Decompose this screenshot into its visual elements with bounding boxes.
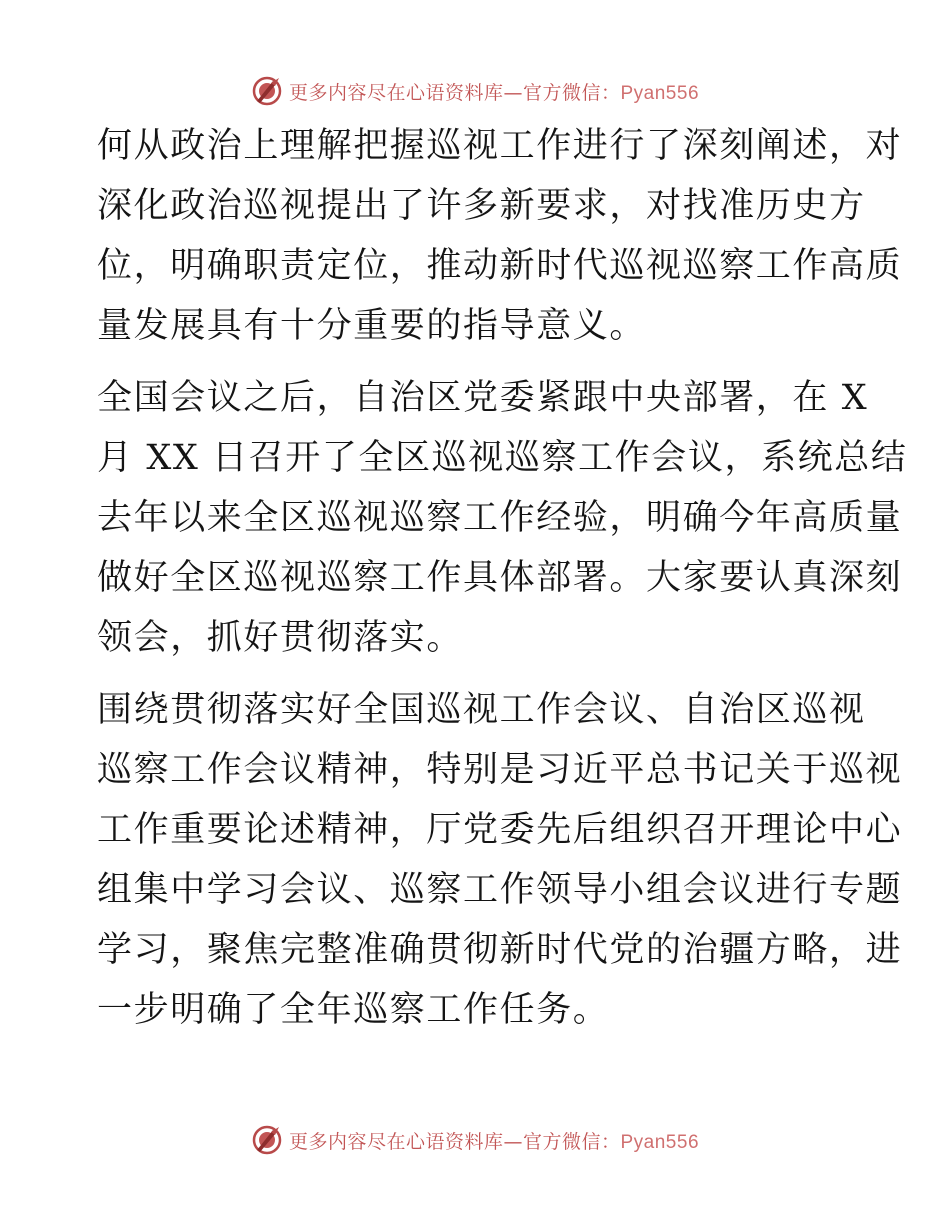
quill-seal-logo-icon [251,1124,283,1156]
watermark-wechat-label: 官方微信： [522,81,621,104]
text-line: 月 XX 日召开了全区巡视巡察工作会议，系统总结 [97,438,908,478]
text-line: 全国会议之后，自治区党委紧跟中央部署，在 X [97,378,869,418]
watermark-main-text: 更多内容尽在心语资料库 [288,1130,504,1153]
text-line: 做好全区巡视巡察工作具体部署。大家要认真深刻 [97,558,903,598]
text-line: 一步明确了全年巡察工作任务。 [97,990,610,1030]
header-watermark [0,71,950,111]
watermark-text [289,1127,699,1154]
watermark-wechat-id: Pyan556 [620,82,700,104]
watermark-separator: — [503,81,523,104]
watermark-wechat-label: 官方微信： [522,1130,621,1153]
text-line: 深化政治巡视提出了许多新要求，对找准历史方 [97,186,866,226]
text-line: 工作重要论述精神，厅党委先后组织召开理论中心 [97,810,903,850]
watermark-main-text: 更多内容尽在心语资料库 [288,81,504,104]
text-line: 量发展具有十分重要的指导意义。 [97,306,647,346]
quill-seal-logo-icon [251,75,283,107]
text-line: 学习，聚焦完整准确贯彻新时代党的治疆方略，进 [97,930,903,970]
watermark-separator: — [503,1130,523,1153]
text-line: 组集中学习会议、巡察工作领导小组会议进行专题 [97,870,903,910]
watermark-text [289,78,699,105]
text-line: 位，明确职责定位，推动新时代巡视巡察工作高质 [97,246,903,286]
footer-watermark [0,1120,950,1160]
text-line: 何从政治上理解把握巡视工作进行了深刻阐述，对 [97,126,903,166]
text-line: 围绕贯彻落实好全国巡视工作会议、自治区巡视 [97,690,866,730]
watermark-wechat-id: Pyan556 [620,1131,700,1153]
text-line: 领会，抓好贯彻落实。 [97,618,464,658]
text-line: 巡察工作会议精神，特别是习近平总书记关于巡视 [97,750,903,790]
text-line: 去年以来全区巡视巡察工作经验，明确今年高质量 [97,498,903,538]
